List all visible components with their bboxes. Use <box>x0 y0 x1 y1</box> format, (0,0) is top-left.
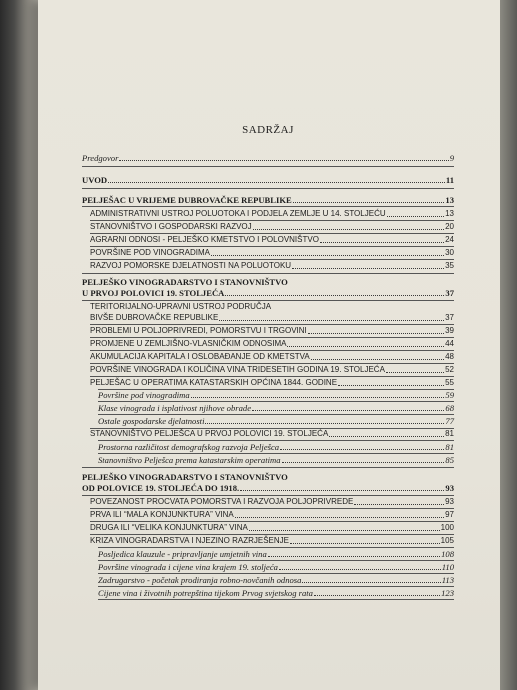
item-label: AGRARNI ODNOSI - PELJEŠKO KMETSTVO I POLOVNIŠTVO <box>90 235 319 244</box>
section-label: OD POLOVICE 19. STOLJEĆA DO 1918. <box>82 483 240 493</box>
item-page: 81 <box>445 429 454 438</box>
item-page: 37 <box>445 313 454 322</box>
subitem-page: 113 <box>441 575 454 585</box>
section-page: 93 <box>445 483 454 493</box>
divider <box>98 414 454 415</box>
item-page: 93 <box>445 497 454 506</box>
toc-subitem <box>98 562 454 572</box>
divider <box>82 467 454 468</box>
item-page: 24 <box>445 235 454 244</box>
item-label-line1: TERITORIJALNO-UPRAVNI USTROJ PODRUČJA <box>90 302 272 311</box>
item-page: 100 <box>440 523 454 532</box>
subitem-page: 108 <box>441 549 454 559</box>
divider <box>98 401 454 402</box>
divider <box>90 350 454 351</box>
subitem-label: Zadrugarstvo - početak prodiranja robno-novčanih odnosa <box>98 575 302 585</box>
item-label: ADMINISTRATIVNI USTROJ POLUOTOKA I PODJELA ZEMLJE U 14. STOLJEĆU <box>90 209 386 218</box>
divider <box>90 233 454 234</box>
section-label: PELJEŠAC U VRIJEME DUBROVAČKE REPUBLIKE <box>82 195 292 205</box>
toc-item <box>90 209 454 219</box>
subitem-page: 123 <box>441 588 454 598</box>
item-page: 20 <box>445 222 454 231</box>
toc-section-1 <box>82 195 454 205</box>
subitem-label: Površine pod vinogradima <box>98 390 190 400</box>
subitem-label: Prostorna različitost demografskog razvoja Pelješca <box>98 442 280 452</box>
toc-item <box>90 222 454 232</box>
subitem-page: 77 <box>445 416 454 426</box>
item-label: KRIZA VINOGRADARSTVA I NJEZINO RAZRJEŠENJE <box>90 536 289 545</box>
divider <box>98 547 454 548</box>
toc-item <box>90 510 454 520</box>
item-label: STANOVNIŠTVO PELJEŠCA U PRVOJ POLOVICI 19. STOLJEĆA <box>90 429 329 438</box>
item-label: RAZVOJ POMORSKE DJELATNOSTI NA POLUOTOKU <box>90 261 292 270</box>
divider <box>90 324 454 325</box>
subitem-page: 81 <box>445 442 454 452</box>
item-page: 105 <box>440 536 454 545</box>
item-page: 39 <box>445 326 454 335</box>
item-page: 44 <box>445 339 454 348</box>
item-label: PRVA ILI “MALA KONJUNKTURA” VINA <box>90 510 234 519</box>
divider <box>98 440 454 441</box>
divider <box>90 337 454 338</box>
table-of-contents <box>82 0 454 690</box>
divider <box>90 376 454 377</box>
toc-item <box>90 339 454 349</box>
toc-item <box>90 313 454 323</box>
subitem-page: 85 <box>445 455 454 465</box>
divider <box>90 259 454 260</box>
subitem-label: Posljedica klauzule - pripravljanje umjetnih vina <box>98 549 267 559</box>
item-page: 55 <box>445 378 454 387</box>
subitem-label: Ostale gospodarske djelatnosti <box>98 416 205 426</box>
toc-item <box>90 365 454 375</box>
entry-page: 11 <box>445 175 454 185</box>
item-label: POVRŠINE POD VINOGRADIMA <box>90 248 211 257</box>
subitem-page: 59 <box>445 390 454 400</box>
entry-label: Predgovor <box>82 153 119 163</box>
toc-title: SADRŽAJ <box>242 124 294 136</box>
item-label: PELJEŠAC U OPERATIMA KATASTARSKIH OPĆINA 1844. GODINE <box>90 378 338 387</box>
item-label: PROBLEMI U POLJOPRIVREDI, POMORSTVU I TRGOVINI <box>90 326 307 335</box>
subitem-label: Stanovništvo Pelješca prema katastarskim operatima <box>98 455 281 465</box>
toc-subitem <box>98 442 454 452</box>
toc-section-3-line1: PELJEŠKO VINOGRADARSTVO I STANOVNIŠTVO <box>82 472 288 482</box>
subitem-label: Površine vinograda i cijene vina krajem 19. stoljeća <box>98 562 278 572</box>
divider <box>90 534 454 535</box>
toc-subitem <box>98 549 454 559</box>
toc-subitem <box>98 455 454 465</box>
divider <box>90 220 454 221</box>
subitem-label: Klase vinograda i isplativost njihove obrade <box>98 403 252 413</box>
toc-item <box>90 248 454 258</box>
divider <box>82 206 454 207</box>
divider <box>98 586 454 587</box>
item-label: STANOVNIŠTVO I GOSPODARSKI RAZVOJ <box>90 222 252 231</box>
toc-section-2 <box>82 288 454 298</box>
divider <box>90 508 454 509</box>
toc-item <box>90 429 454 439</box>
divider <box>82 300 454 301</box>
item-label: POVEZANOST PROCVATA POMORSTVA I RAZVOJA POLJOPRIVREDE <box>90 497 354 506</box>
divider <box>98 560 454 561</box>
toc-item <box>90 536 454 546</box>
toc-item <box>90 352 454 362</box>
page-edge <box>500 0 517 690</box>
item-label: PROMJENE U ZEMLJIŠNO-VLASNIČKIM ODNOSIMA <box>90 339 287 348</box>
toc-subitem <box>98 575 454 585</box>
item-label: POVRŠINE VINOGRADA I KOLIČINA VINA TRIDESETIH GODINA 19. STOLJEĆA <box>90 365 385 374</box>
toc-item <box>90 261 454 271</box>
item-page: 48 <box>445 352 454 361</box>
toc-entry-predgovor <box>82 153 454 163</box>
toc-subitem <box>98 390 454 400</box>
item-page: 35 <box>445 261 454 270</box>
divider <box>98 453 454 454</box>
toc-item <box>90 497 454 507</box>
toc-item <box>90 523 454 533</box>
section-page: 13 <box>445 195 454 205</box>
subitem-label: Cijene vina i životnih potrepština tijekom Prvog svjetskog rata <box>98 588 313 598</box>
divider <box>90 363 454 364</box>
toc-section-3 <box>82 483 454 493</box>
toc-entry-uvod <box>82 175 454 185</box>
item-label: DRUGA ILI “VELIKA KONJUNKTURA” VINA <box>90 523 248 532</box>
toc-item <box>90 326 454 336</box>
divider <box>82 166 454 167</box>
item-page: 52 <box>445 365 454 374</box>
item-page: 30 <box>445 248 454 257</box>
entry-page: 9 <box>449 153 454 163</box>
subitem-page: 68 <box>445 403 454 413</box>
subitem-page: 110 <box>441 562 454 572</box>
item-label: AKUMULACIJA KAPITALA I OSLOBAĐANJE OD KMETSTVA <box>90 352 310 361</box>
toc-subitem <box>98 588 454 598</box>
divider <box>82 188 454 189</box>
toc-section-2-line1: PELJEŠKO VINOGRADARSTVO I STANOVNIŠTVO <box>82 277 288 287</box>
divider <box>98 573 454 574</box>
toc-subitem <box>98 403 454 413</box>
entry-label: UVOD <box>82 175 108 185</box>
toc-item <box>90 378 454 388</box>
item-page: 97 <box>445 510 454 519</box>
toc-subitem <box>98 416 454 426</box>
divider <box>90 521 454 522</box>
section-label: U PRVOJ POLOVICI 19. STOLJEĆA <box>82 288 225 298</box>
divider <box>82 495 454 496</box>
section-page: 37 <box>445 288 454 298</box>
toc-item <box>90 235 454 245</box>
item-label: BIVŠE DUBROVAČKE REPUBLIKE <box>90 313 219 322</box>
item-page: 13 <box>445 209 454 218</box>
divider <box>98 599 454 600</box>
divider <box>90 246 454 247</box>
divider <box>82 273 454 274</box>
